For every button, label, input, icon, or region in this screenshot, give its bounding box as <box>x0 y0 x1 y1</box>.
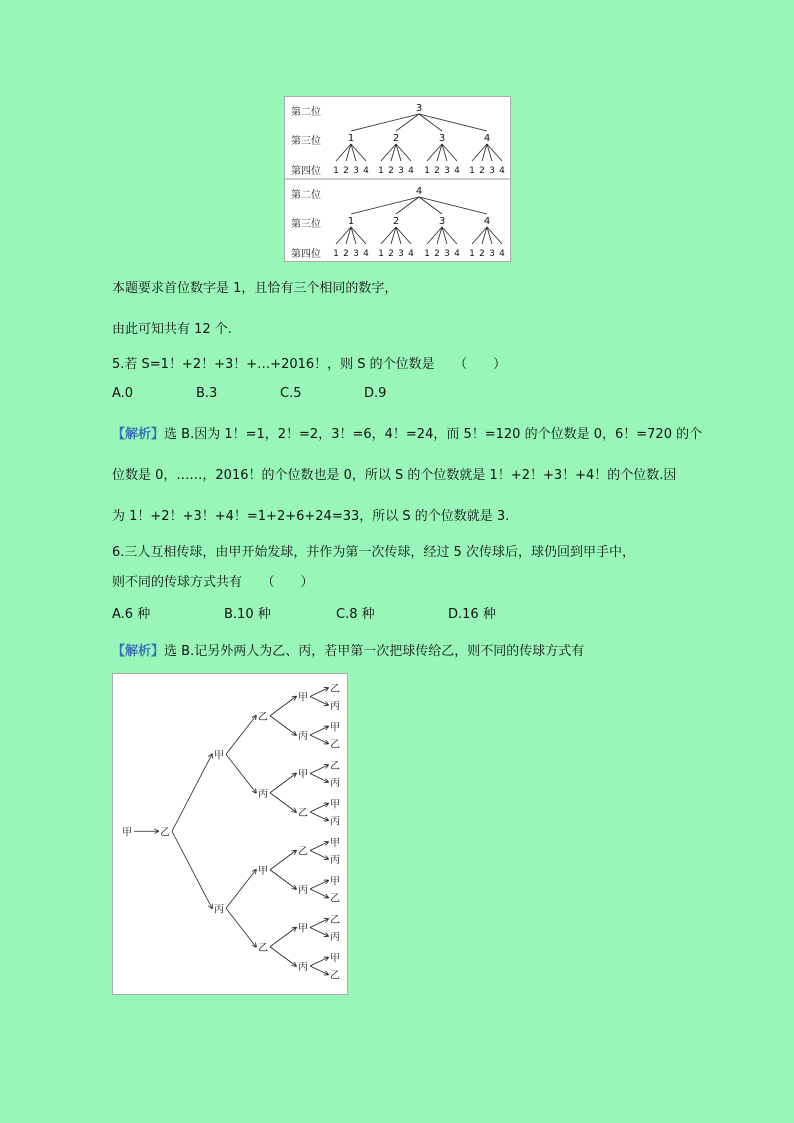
leaf-digit: 2 <box>434 249 440 259</box>
question-5: 5.若 S=1！+2！+3！+…+2016！，则 S 的个位数是 （ ） <box>112 357 507 372</box>
row-label: 第二位 <box>291 190 321 201</box>
tree-node: 甲 <box>330 722 340 734</box>
answer-5-text-1: 选 B.因为 1！=1，2！=2，3！=6，4！=24，而 5！=120 的个位数是 0，6！=720 的个 <box>164 427 703 442</box>
leaf-digit: 1 <box>378 249 384 259</box>
leaf-digit: 2 <box>388 249 394 259</box>
tree-node: 丙 <box>330 701 340 712</box>
digit-tree-figure <box>284 96 511 262</box>
tree-node: 乙 <box>330 761 340 772</box>
answer-5-line-3: 为 1！+2！+3！+4！=1+2+6+24=33，所以 S 的个位数就是 3. <box>112 509 510 524</box>
leaf-digit: 3 <box>489 166 495 176</box>
tree-node: 甲 <box>298 692 308 704</box>
tree-node: 甲 <box>330 838 340 849</box>
tree-arrow <box>310 804 328 813</box>
tree-arrow <box>310 765 328 774</box>
tree-node: 甲 <box>298 923 308 935</box>
tree-arrow <box>310 727 328 736</box>
leaf-digit: 1 <box>333 166 339 176</box>
tree-node: 甲 <box>122 827 132 839</box>
middle-digit: 2 <box>392 133 400 144</box>
q6-option-a: A.6 种 <box>112 607 151 622</box>
leaf-digit: 2 <box>343 166 349 176</box>
tree-arrow <box>226 870 256 909</box>
leaf-digit: 1 <box>378 166 384 176</box>
row-label: 第三位 <box>291 136 321 147</box>
tree-arrow <box>310 919 328 928</box>
text-line-2: 由此可知共有 12 个. <box>112 322 232 337</box>
analysis-tag: 【解析】 <box>112 427 165 442</box>
leaf-digit: 3 <box>398 249 404 259</box>
tree-arrow <box>310 928 328 937</box>
tree-node: 丙 <box>330 816 340 828</box>
tree-node: 甲 <box>258 865 268 877</box>
question-6-line-1: 6.三人互相传球，由甲开始发球，并作为第一次传球，经过 5 次传球后，球仍回到甲手中， <box>112 545 635 560</box>
q5-option-b: B.3 <box>196 386 218 401</box>
tree-arrow <box>270 716 296 735</box>
tree-branch <box>351 197 419 214</box>
answer-6-text-1: 选 B.记另外两人为乙、丙，若甲第一次把球传给乙，则不同的传球方式有 <box>164 644 585 659</box>
middle-digit: 3 <box>438 133 446 144</box>
tree-arrow <box>226 908 256 947</box>
tree-arrow <box>226 754 256 793</box>
row-label: 第三位 <box>291 219 321 230</box>
leaf-digit: 1 <box>469 166 475 176</box>
tree-node: 丙 <box>330 855 340 866</box>
tree-node: 甲 <box>330 876 340 888</box>
tree-node: 乙 <box>330 915 340 926</box>
tree-node: 甲 <box>214 750 224 762</box>
leaf-digit: 4 <box>408 166 414 176</box>
answer-6-line-1 <box>112 640 584 659</box>
middle-digit: 2 <box>392 216 400 227</box>
tree-node: 乙 <box>330 970 340 982</box>
leaf-digit: 4 <box>363 166 369 176</box>
middle-digit: 3 <box>438 216 446 227</box>
tree-arrow <box>310 842 328 851</box>
leaf-digit: 3 <box>444 249 450 259</box>
question-6-line-2: 则不同的传球方式共有 （ ） <box>112 575 314 590</box>
tree-arrow <box>270 697 296 716</box>
leaf-digit: 4 <box>363 249 369 259</box>
tree-node: 丙 <box>298 962 308 973</box>
tree-arrow <box>270 928 296 947</box>
leaf-digit: 3 <box>353 166 359 176</box>
tree-arrow <box>310 889 328 898</box>
leaf-digit: 4 <box>454 166 460 176</box>
tree-arrow <box>270 774 296 793</box>
leaf-digit: 3 <box>444 166 450 176</box>
analysis-tag: 【解析】 <box>112 644 165 659</box>
text-line-1: 本题要求首位数字是 1，且恰有三个相同的数字， <box>112 281 398 296</box>
tree-node: 乙 <box>298 808 308 819</box>
tree-arrow <box>270 870 296 889</box>
tree-arrow <box>310 735 328 744</box>
tree-node: 乙 <box>258 711 268 723</box>
middle-digit: 4 <box>483 216 491 227</box>
tree-node: 丙 <box>258 788 268 800</box>
root-digit: 3 <box>415 103 423 114</box>
tree-node: 丙 <box>330 932 340 943</box>
answer-5-line-2: 位数是 0，……，2016！的个位数也是 0，所以 S 的个位数就是 1！+2！+3！+4！的个位数.因 <box>112 468 677 483</box>
answer-5-line-1 <box>112 423 702 442</box>
tree-arrow <box>270 793 296 812</box>
leaf-digit: 2 <box>479 249 485 259</box>
leaf-digit: 1 <box>424 166 430 176</box>
tree-arrow <box>310 881 328 890</box>
leaf-digit: 2 <box>479 166 485 176</box>
leaf-digit: 4 <box>499 249 505 259</box>
leaf-digit: 4 <box>408 249 414 259</box>
q6-option-b: B.10 种 <box>224 607 271 622</box>
q6-option-c: C.8 种 <box>336 607 375 622</box>
tree-branch <box>351 114 419 131</box>
tree-branch <box>419 114 487 131</box>
tree-arrow <box>172 754 212 831</box>
tree-node: 乙 <box>258 942 268 954</box>
row-label: 第二位 <box>291 107 321 118</box>
tree-node: 甲 <box>330 799 340 811</box>
tree-node: 乙 <box>330 684 340 695</box>
tree-node: 丙 <box>298 731 308 742</box>
middle-digit: 4 <box>483 133 491 144</box>
row-label: 第四位 <box>291 249 321 260</box>
leaf-digit: 3 <box>489 249 495 259</box>
tree-node: 丙 <box>214 904 224 916</box>
tree-arrow <box>270 947 296 966</box>
row-label: 第四位 <box>291 166 321 177</box>
leaf-digit: 4 <box>454 249 460 259</box>
tree-arrow <box>310 688 328 697</box>
leaf-digit: 1 <box>424 249 430 259</box>
tree-arrow <box>310 774 328 783</box>
tree-node: 甲 <box>330 953 340 965</box>
q6-option-d: D.16 种 <box>448 607 496 622</box>
q5-option-c: C.5 <box>280 386 302 401</box>
tree-arrow <box>310 851 328 860</box>
leaf-digit: 1 <box>333 249 339 259</box>
tree-node: 丙 <box>298 885 308 896</box>
tree-arrow <box>270 851 296 870</box>
tree-arrow <box>172 831 212 908</box>
q5-option-d: D.9 <box>364 386 387 401</box>
leaf-digit: 2 <box>388 166 394 176</box>
tree-node: 乙 <box>330 739 340 751</box>
tree-node: 甲 <box>298 769 308 781</box>
middle-digit: 1 <box>347 216 355 227</box>
tree-branch <box>419 197 487 214</box>
leaf-digit: 1 <box>469 249 475 259</box>
q5-option-a: A.0 <box>112 386 134 401</box>
digit-tree-svg <box>285 97 510 261</box>
leaf-digit: 2 <box>434 166 440 176</box>
ball-tree-figure <box>112 673 348 995</box>
tree-arrow <box>310 812 328 821</box>
tree-node: 乙 <box>298 846 308 858</box>
tree-arrow <box>310 958 328 967</box>
tree-arrow <box>310 966 328 975</box>
middle-digit: 1 <box>347 133 355 144</box>
leaf-digit: 4 <box>499 166 505 176</box>
tree-arrow <box>310 697 328 706</box>
leaf-digit: 3 <box>398 166 404 176</box>
ball-tree-svg <box>113 674 347 994</box>
leaf-digit: 2 <box>343 249 349 259</box>
root-digit: 4 <box>415 186 423 197</box>
tree-node: 乙 <box>160 827 170 839</box>
tree-node: 乙 <box>330 893 340 905</box>
tree-node: 丙 <box>330 778 340 789</box>
tree-arrow <box>226 716 256 755</box>
leaf-digit: 3 <box>353 249 359 259</box>
